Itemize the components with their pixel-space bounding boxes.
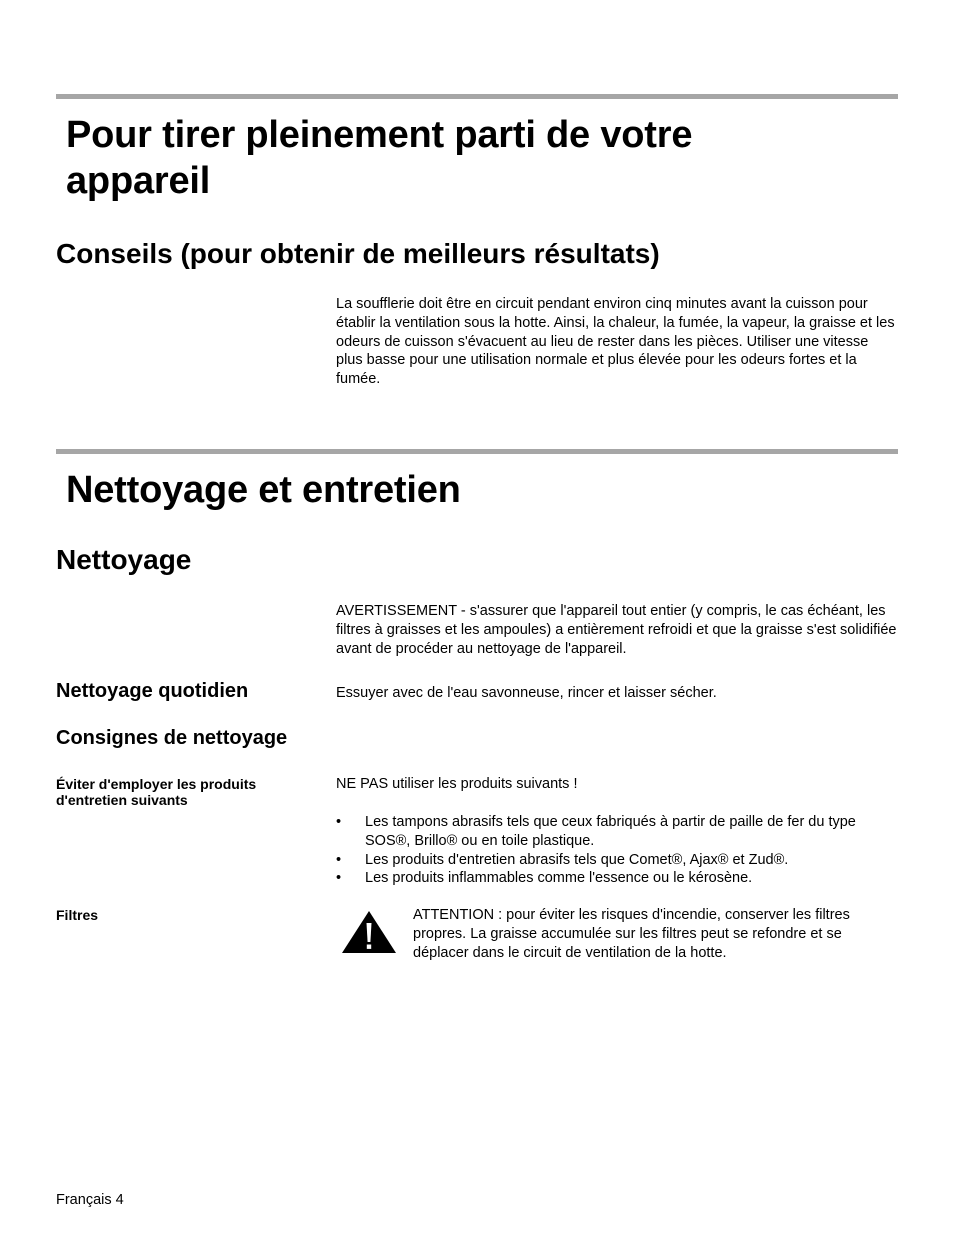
bullet-dot: •	[336, 814, 342, 830]
daily-cleaning-text: Essuyer avec de l'eau savonneuse, rincer et laisser sécher.	[336, 685, 717, 701]
cleaning-warning: AVERTISSEMENT - s'assurer que l'appareil tout entier (y compris, le cas échéant, les filtres à graisses et les ampoules) a entièrement refroidi et que la graisse s'est solidifiée avant de procéder au nettoyage de l'appareil.	[336, 603, 897, 657]
tips-paragraph: La soufflerie doit être en circuit pendant environ cinq minutes avant la cuisson pour établir la ventilation sous la hotte. Ainsi, la chaleur, la fumée, la vapeur, la graisse et les odeurs de cuisson s'évacuent au lieu de rester dans les pièces. Utiliser une vitesse plus basse pour une utilisation normale et plus élevée pour les odeurs fortes et la fumée.	[336, 296, 895, 388]
list-item-text: Les produits inflammables comme l'essence ou le kérosène.	[365, 870, 753, 887]
filters-heading: Filtres	[56, 907, 99, 923]
tips-heading: Conseils (pour obtenir de meilleurs résultats)	[56, 238, 660, 269]
list-item	[336, 869, 898, 888]
section-rule-top	[56, 94, 898, 99]
list-item	[336, 813, 898, 851]
filters-caution-text: ATTENTION : pour éviter les risques d'incendie, conserver les filtres propres. La graisse accumulée sur les filtres peut se refondre et se déplacer dans le circuit de ventilation de la hotte.	[413, 907, 850, 961]
cleaning-instructions-heading: Consignes de nettoyage	[56, 727, 288, 749]
list-item-text: Les tampons abrasifs tels que ceux fabriqués à partir de paille de fer du type SOS®, Brillo® ou en toile plastique.	[365, 814, 856, 849]
avoid-products-intro: NE PAS utiliser les produits suivants !	[336, 776, 578, 792]
warning-triangle-icon	[340, 909, 398, 955]
page-title-line1: Pour tirer pleinement parti de votre	[66, 114, 693, 156]
cleaning-heading: Nettoyage	[56, 544, 192, 575]
daily-cleaning-heading: Nettoyage quotidien	[56, 680, 249, 702]
list-item	[336, 851, 898, 870]
cleaning-title: Nettoyage et entretien	[66, 469, 461, 511]
bullet-dot: •	[336, 851, 342, 868]
page-title	[66, 112, 692, 204]
page-footer: Français 4	[56, 1192, 124, 1208]
page-title-line2: appareil	[66, 160, 211, 202]
section-rule-cleaning	[56, 449, 898, 454]
list-item-text: Les produits d'entretien abrasifs tels que Comet®, Ajax® et Zud®.	[365, 851, 789, 868]
bullet-dot: •	[336, 870, 342, 887]
avoid-products-heading: Éviter d'employer les produits d'entretien suivants	[56, 776, 257, 808]
avoid-products-list	[336, 813, 898, 888]
